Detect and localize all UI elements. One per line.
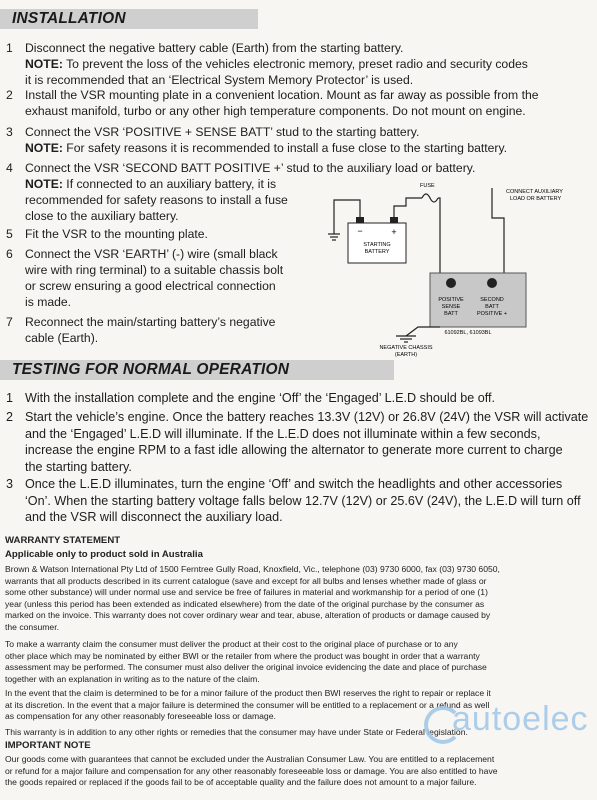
battery-plus-label: + [391, 227, 397, 237]
warranty-line: marked on the invoice. This warranty does not cover ordinary wear and tear, abuse, alteration of products or damage caused by [5, 610, 491, 620]
step-line: Start the vehicle’s engine. Once the battery reaches 13.3V (12V) or 26.8V (24V) the VSR will activate [25, 410, 589, 424]
step-number: 1 [6, 391, 14, 405]
svg-text:SENSE: SENSE [441, 304, 461, 310]
step-line: is made. [25, 295, 72, 310]
step-line: exhaust manifold, turbo or any other high temperature components. Do not mount on engine. [25, 104, 526, 119]
note-line [25, 140, 585, 156]
step-line: increase the engine RPM to a fast idle allowing the alternator to generate more current to charge [25, 443, 563, 458]
step-number: 1 [6, 41, 13, 55]
test-step [6, 409, 591, 479]
warranty-line: other place which may be nominated by either BWI or the retailer from where the product was bought in order that a warranty [5, 650, 480, 661]
fuse-label: FUSE [420, 183, 435, 189]
step-text [25, 476, 595, 526]
warranty-line: some other substance) will under normal use and service be free of failures in material and workmanship for a period of one (1) [5, 587, 488, 597]
step-number: 3 [6, 125, 13, 139]
step-text [25, 390, 595, 407]
step-text [25, 124, 585, 156]
warranty-line: Our goods come with guarantees that cannot be excluded under the Australian Consumer Law. You are entitled to a replacement [5, 754, 495, 764]
warranty-line: at its discretion. In the event that a major failure is determined the consumer will be entitled to a replacement or a refund as well [5, 699, 490, 710]
step-line: With the installation complete and the engine ‘Off’ the ‘Engaged’ L.E.D should be off. [25, 391, 495, 405]
warranty-line: This warranty is in addition to any other rights or remedies that the consumer may have under State or Federal legislation. [5, 727, 468, 737]
step-line: Connect the VSR ‘POSITIVE + SENSE BATT’ stud to the starting battery. [25, 125, 420, 139]
warranty-line: To make a warranty claim the consumer must deliver the product at their cost to the original place of purchase or to any [5, 639, 458, 649]
warranty-line: or refund for a major failure and compensation for any other reasonably foreseeable loss or damage. You are also entitled to have [5, 765, 498, 776]
step-text [25, 87, 585, 119]
battery-label-1: STARTING [363, 242, 391, 248]
note-label: NOTE: [25, 57, 63, 72]
note-text: it is recommended that an ‘Electrical System Memory Protector’ is used. [25, 73, 414, 88]
svg-text:BATT: BATT [444, 311, 458, 317]
warranty-paragraph [5, 564, 589, 633]
important-note-paragraph [5, 754, 589, 789]
chassis-label-1: NEGATIVE CHASSIS [379, 345, 433, 351]
step-line: cable (Earth). [25, 331, 99, 346]
testing-heading: TESTING FOR NORMAL OPERATION [0, 360, 394, 380]
aux-label-1: CONNECT AUXILIARY [506, 189, 563, 195]
warranty-line: In the event that the claim is determined to be for a minor failure of the product then BWI reserves the right to repair or replace it [5, 688, 491, 698]
step-line: Connect the VSR ‘SECOND BATT POSITIVE +’ stud to the auxiliary load or battery. [25, 161, 476, 175]
step-line: and the ‘Engaged’ L.E.D will illuminate. If the L.E.D does not illuminate within a few seconds, [25, 426, 541, 441]
note-label: NOTE: [25, 177, 63, 192]
svg-text:POSITIVE: POSITIVE [438, 297, 464, 303]
warranty-line: Brown & Watson International Pty Ltd of 1500 Ferntree Gully Road, Knoxfield, Vic., telephone (03) 9730 6000, fax (03) 9730 6050, [5, 564, 500, 574]
step-number: 5 [6, 227, 13, 241]
note-text: recommended for safety reasons to install a fuse [25, 193, 288, 208]
step-text [25, 409, 595, 475]
step-line: Reconnect the main/starting battery’s negative [25, 315, 276, 329]
aux-label-2: LOAD OR BATTERY [510, 196, 562, 202]
installation-heading: INSTALLATION [0, 9, 258, 29]
step-line: and the VSR will disconnect the auxiliary load. [25, 510, 283, 525]
step-number: 4 [6, 161, 13, 175]
positive-sense-stud [446, 278, 456, 288]
note-line [25, 72, 585, 88]
step-number: 6 [6, 247, 13, 261]
step-line: Fit the VSR to the mounting plate. [25, 227, 208, 241]
step-line: wire with ring terminal) to a suitable chassis bolt [25, 263, 284, 278]
note-text: For safety reasons it is recommended to install a fuse close to the starting battery. [62, 141, 508, 156]
note-text: If connected to an auxiliary battery, it is [62, 177, 277, 192]
step-line: Once the L.E.D illuminates, turn the engine ‘Off’ and switch the headlights and other accessories [25, 477, 563, 491]
important-note-heading: IMPORTANT NOTE [5, 740, 91, 751]
model-numbers: 61092BL, 61093BL [444, 330, 492, 336]
note-line [25, 56, 585, 72]
warranty-line: year (unless this period has been extended as indicated elsewhere) from the date of the original purchase by the consumer as [5, 598, 485, 609]
watermark: autoelec [452, 700, 589, 738]
svg-text:SECOND: SECOND [480, 297, 504, 303]
note-label: NOTE: [25, 141, 63, 156]
warranty-subheading: Applicable only to product sold in Australia [5, 549, 203, 560]
warranty-line: as compensation for any other reasonably foreseeable loss or damage. [5, 711, 276, 721]
wiring-diagram [320, 178, 590, 358]
svg-text:BATT: BATT [485, 304, 499, 310]
step-number: 7 [6, 315, 13, 329]
warranty-line: warrants that all products described in its current catalogue (save and except for all bulbs and lenses whether made of glass or [5, 575, 487, 586]
warranty-line: the consumer. [5, 621, 59, 632]
warranty-line: assessment may be performed. The consumer must also deliver the original invoice evidencing the date and place of purchase [5, 662, 487, 672]
step-line: the starting battery. [25, 459, 132, 474]
battery-minus-label: − [357, 226, 363, 236]
note-text: close to the auxiliary battery. [25, 209, 179, 224]
step-number: 3 [6, 477, 14, 491]
step-line: Connect the VSR ‘EARTH’ (-) wire (small black [25, 247, 278, 261]
step-line: Disconnect the negative battery cable (Earth) from the starting battery. [25, 41, 404, 55]
warranty-heading: WARRANTY STATEMENT [5, 535, 121, 546]
step-line: or screw ensuring a good electrical connection [25, 279, 276, 294]
step-number: 2 [6, 88, 13, 102]
chassis-label-2: (EARTH) [394, 352, 418, 358]
svg-text:POSITIVE +: POSITIVE + [476, 311, 508, 317]
step-line: Install the VSR mounting plate in a convenient location. Mount as far away as possible from the [25, 88, 539, 102]
warranty-line: the goods repaired or replaced if the goods fail to be of acceptable quality and the failure does not amount to a major failure. [5, 777, 477, 787]
note-text: To prevent the loss of the vehicles electronic memory, preset radio and security codes [62, 57, 528, 72]
warranty-paragraph [5, 639, 589, 685]
second-batt-stud [487, 278, 497, 288]
step-number: 2 [6, 410, 14, 424]
battery-label-2: BATTERY [364, 249, 390, 255]
step-line: ‘On’. When the starting battery voltage falls below 12.7V (12V) or 25.6V (24V), the L.E.D will turn off [25, 493, 581, 508]
step-text [25, 40, 585, 88]
warranty-line: together with an explanation in writing as to the nature of the claim. [5, 673, 260, 684]
